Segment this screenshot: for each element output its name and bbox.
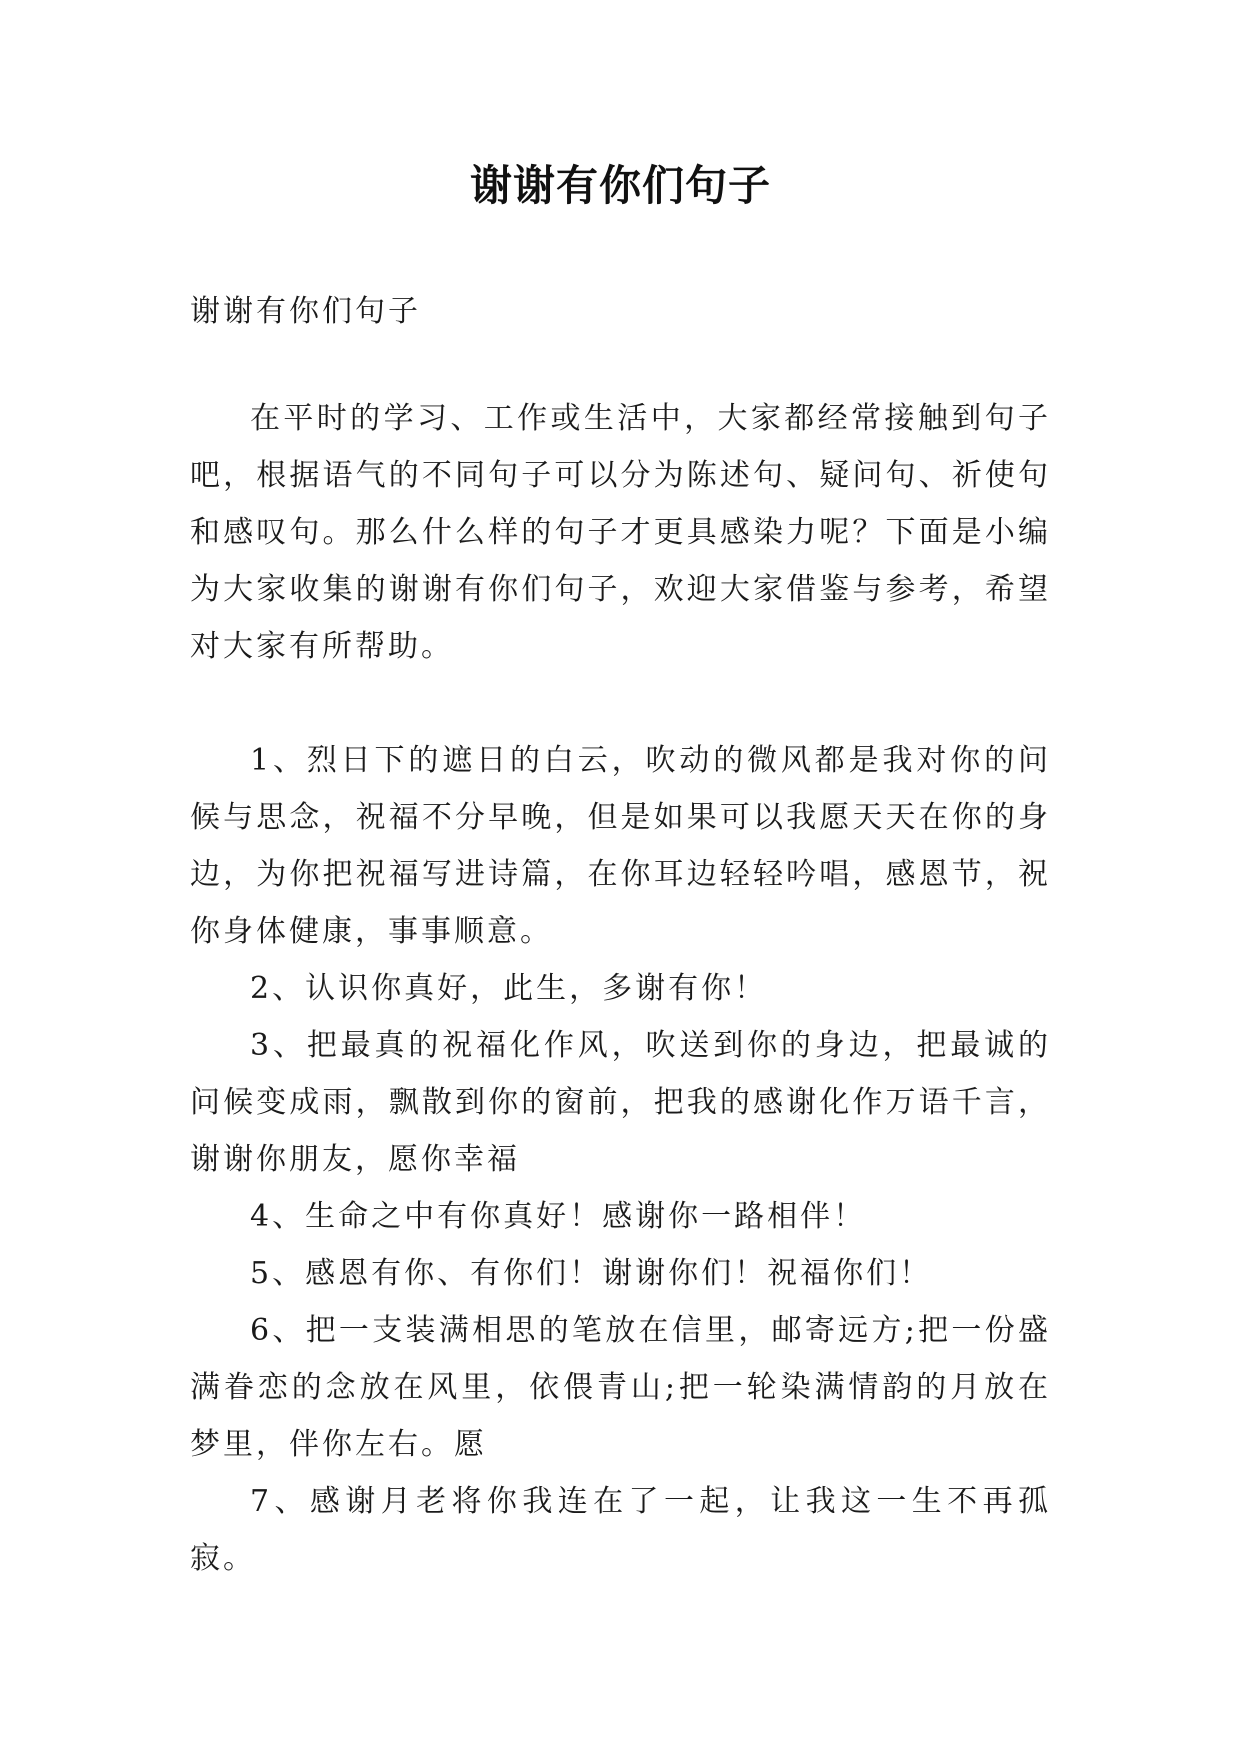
- sentence-item-5: 5、感恩有你、有你们！谢谢你们！祝福你们！: [250, 1256, 933, 1291]
- sentence-item-6: 6、把一支装满相思的笔放在信里，邮寄远方;把一份盛满眷恋的念放在风里，依偎青山;把一轮染满情韵的月放在梦里，伴你左右。愿: [190, 1313, 1051, 1462]
- document-title: 谢谢有你们句子: [469, 161, 771, 210]
- sentence-item-2: 2、认识你真好，此生，多谢有你！: [250, 971, 768, 1006]
- sentence-item-3: 3、把最真的祝福化作风，吹送到你的身边，把最诚的问候变成雨，飘散到你的窗前，把我的感谢化作万语千言，谢谢你朋友，愿你幸福: [190, 1028, 1051, 1177]
- sentence-item-7: 7、感谢月老将你我连在了一起，让我这一生不再孤寂。: [190, 1484, 1051, 1576]
- sentence-item-4: 4、生命之中有你真好！感谢你一路相伴！: [250, 1199, 867, 1234]
- intro-paragraph: 在平时的学习、工作或生活中，大家都经常接触到句子吧，根据语气的不同句子可以分为陈述句、疑问句、祈使句和感叹句。那么什么样的句子才更具感染力呢？下面是小编为大家收集的谢谢有你们句子，欢迎大家借鉴与参考，希望对大家有所帮助。: [190, 401, 1051, 664]
- sentence-item-1: 1、烈日下的遮日的白云，吹动的微风都是我对你的问候与思念，祝福不分早晚，但是如果可以我愿天天在你的身边，为你把祝福写进诗篇，在你耳边轻轻吟唱，感恩节，祝你身体健康，事事顺意。: [190, 743, 1051, 949]
- sentence-list: [190, 732, 1051, 1587]
- document-subtitle: 谢谢有你们句子: [190, 294, 421, 329]
